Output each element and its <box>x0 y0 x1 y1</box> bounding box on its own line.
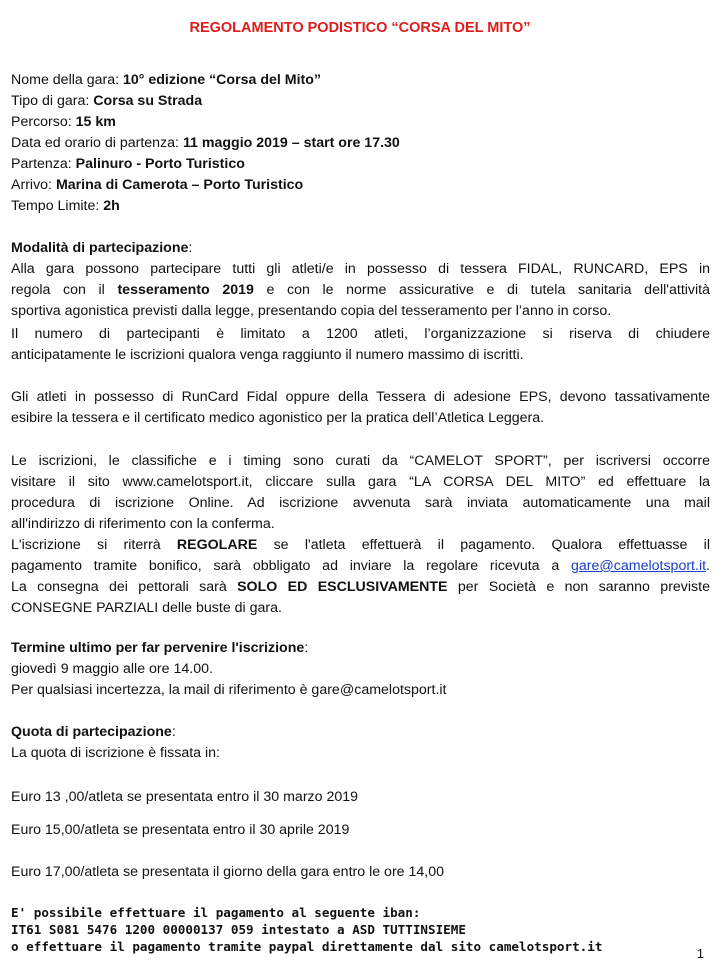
participation-p1-line2-bold: tesseramento 2019 <box>117 282 254 298</box>
race-type-value: Corsa su Strada <box>93 93 203 109</box>
route-line <box>11 112 710 133</box>
registration-line4: all'indirizzo di riferimento con la conferma. <box>11 516 275 532</box>
route-value: 15 km <box>75 114 116 130</box>
fee-tier-3: Euro 17,00/atleta se presentata il giorno della gara entro le ore 14,00 <box>11 864 445 880</box>
registration-line2: visitare il sito www.camelotsport.it, cliccare sulla gara “LA CORSA DEL MITO” ed effettuare la <box>11 474 710 490</box>
payment-line1: E' possibile effettuare il pagamento al seguente iban: <box>11 905 421 920</box>
race-name-value: 10° edizione “Corsa del Mito” <box>122 72 322 88</box>
race-name-label: Nome della gara: <box>11 72 123 88</box>
deadline-heading-line <box>11 638 710 659</box>
participation-heading-line <box>11 238 710 259</box>
participation-p3-line1: Gli atleti in possesso di RunCard Fidal oppure della Tessera di adesione EPS, devono tassativamente <box>11 389 710 405</box>
start-date-line <box>11 133 710 154</box>
registration-line6-text-a: pagamento tramite bonifico, sarà obbligato ad inviare la regolare ricevuta a <box>11 558 571 574</box>
page-number: 1 <box>696 946 704 961</box>
registration-line7 <box>11 577 710 598</box>
fee-tier-2: Euro 15,00/atleta se presentata entro il 30 aprile 2019 <box>11 822 350 838</box>
registration-line5-text-a: L'iscrizione si riterrà <box>11 537 177 553</box>
race-type-line <box>11 91 710 112</box>
time-limit-label: Tempo Limite: <box>11 198 104 214</box>
participation-p1-line2 <box>11 280 710 301</box>
registration-line6 <box>11 556 710 577</box>
registration-line1: Le iscrizioni, le classifiche e i timing sono curati da “CAMELOT SPORT”, per iscriversi occorre <box>11 453 710 469</box>
race-name-line <box>11 70 710 91</box>
registration-line7-bold: SOLO ED ESCLUSIVAMENTE <box>237 579 448 595</box>
participation-p3-line2: esibire la tessera e il certificato medico agonistico per la pratica dell’Atletica Leggera. <box>11 410 545 426</box>
participation-heading-colon: : <box>188 240 193 256</box>
payment-line3: o effettuare il pagamento tramite paypal direttamente dal sito camelotsport.it <box>11 939 603 954</box>
deadline-line2: Per qualsiasi incertezza, la mail di riferimento è gare@camelotsport.it <box>11 682 447 698</box>
registration-line5-bold: REGOLARE <box>176 537 258 553</box>
start-place-value: Palinuro - Porto Turistico <box>75 156 245 172</box>
registration-line5 <box>11 535 710 556</box>
registration-line8: CONSEGNE PARZIALI delle buste di gara. <box>11 600 282 616</box>
participation-p1-line3: sportiva agonistica previsti dalla legge, presentando copia del tesseramento per l’anno in corso. <box>11 303 612 319</box>
email-link[interactable]: gare@camelotsport.it <box>570 558 707 574</box>
deadline-heading: Termine ultimo per far pervenire l'iscrizione <box>11 640 305 656</box>
fee-heading-colon: : <box>171 724 176 740</box>
fee-intro: La quota di iscrizione è fissata in: <box>11 745 220 761</box>
deadline-line1: giovedì 9 maggio alle ore 14.00. <box>11 661 213 677</box>
finish-place-value: Marina di Camerota – Porto Turistico <box>55 177 304 193</box>
participation-heading: Modalità di partecipazione <box>11 240 189 256</box>
fee-tier-1: Euro 13 ,00/atleta se presentata entro il 30 marzo 2019 <box>11 789 359 805</box>
registration-line7-text-b: per Società e non saranno previste <box>447 579 710 595</box>
participation-p2-line1: Il numero di partecipanti è limitato a 1200 atleti, l’organizzazione si riserva di chiudere <box>11 326 710 342</box>
start-place-label: Partenza: <box>11 156 76 172</box>
finish-place-label: Arrivo: <box>11 177 56 193</box>
participation-p1-line1: Alla gara possono partecipare tutti gli atleti/e in possesso di tessera FIDAL, RUNCARD, EPS in <box>11 261 710 277</box>
time-limit-line <box>11 196 710 217</box>
registration-line6-text-b: . <box>706 558 710 574</box>
participation-p2-line2: anticipatamente le iscrizioni qualora venga raggiunto il numero massimo di iscritti. <box>11 347 524 363</box>
fee-heading: Quota di partecipazione <box>11 724 172 740</box>
start-date-value: 11 maggio 2019 – start ore 17.30 <box>182 135 400 151</box>
registration-line7-text-a: La consegna dei pettorali sarà <box>11 579 238 595</box>
registration-line5-text-b: se l'atleta effettuerà il pagamento. Qualora effettuasse il <box>257 537 710 553</box>
start-date-label: Data ed orario di partenza: <box>11 135 183 151</box>
payment-iban: IT61 S081 5476 1200 00000137 059 intestato a ASD TUTTINSIEME <box>11 922 466 937</box>
time-limit-value: 2h <box>103 198 120 214</box>
finish-place-line <box>11 175 710 196</box>
page-title: REGOLAMENTO PODISTICO “CORSA DEL MITO” <box>189 20 531 36</box>
registration-line3: procedura di iscrizione Online. Ad iscrizione avvenuta sarà inviata automaticamente una mail <box>11 495 710 511</box>
participation-p1-line2-text-b: e con le norme assicurative e di tutela sanitaria dell'attività <box>253 282 710 298</box>
participation-p1-line2-text-a: regola con il <box>11 282 118 298</box>
route-label: Percorso: <box>11 114 76 130</box>
deadline-heading-colon: : <box>304 640 309 656</box>
start-place-line <box>11 154 710 175</box>
fee-heading-line <box>11 722 710 743</box>
race-type-label: Tipo di gara: <box>11 93 94 109</box>
